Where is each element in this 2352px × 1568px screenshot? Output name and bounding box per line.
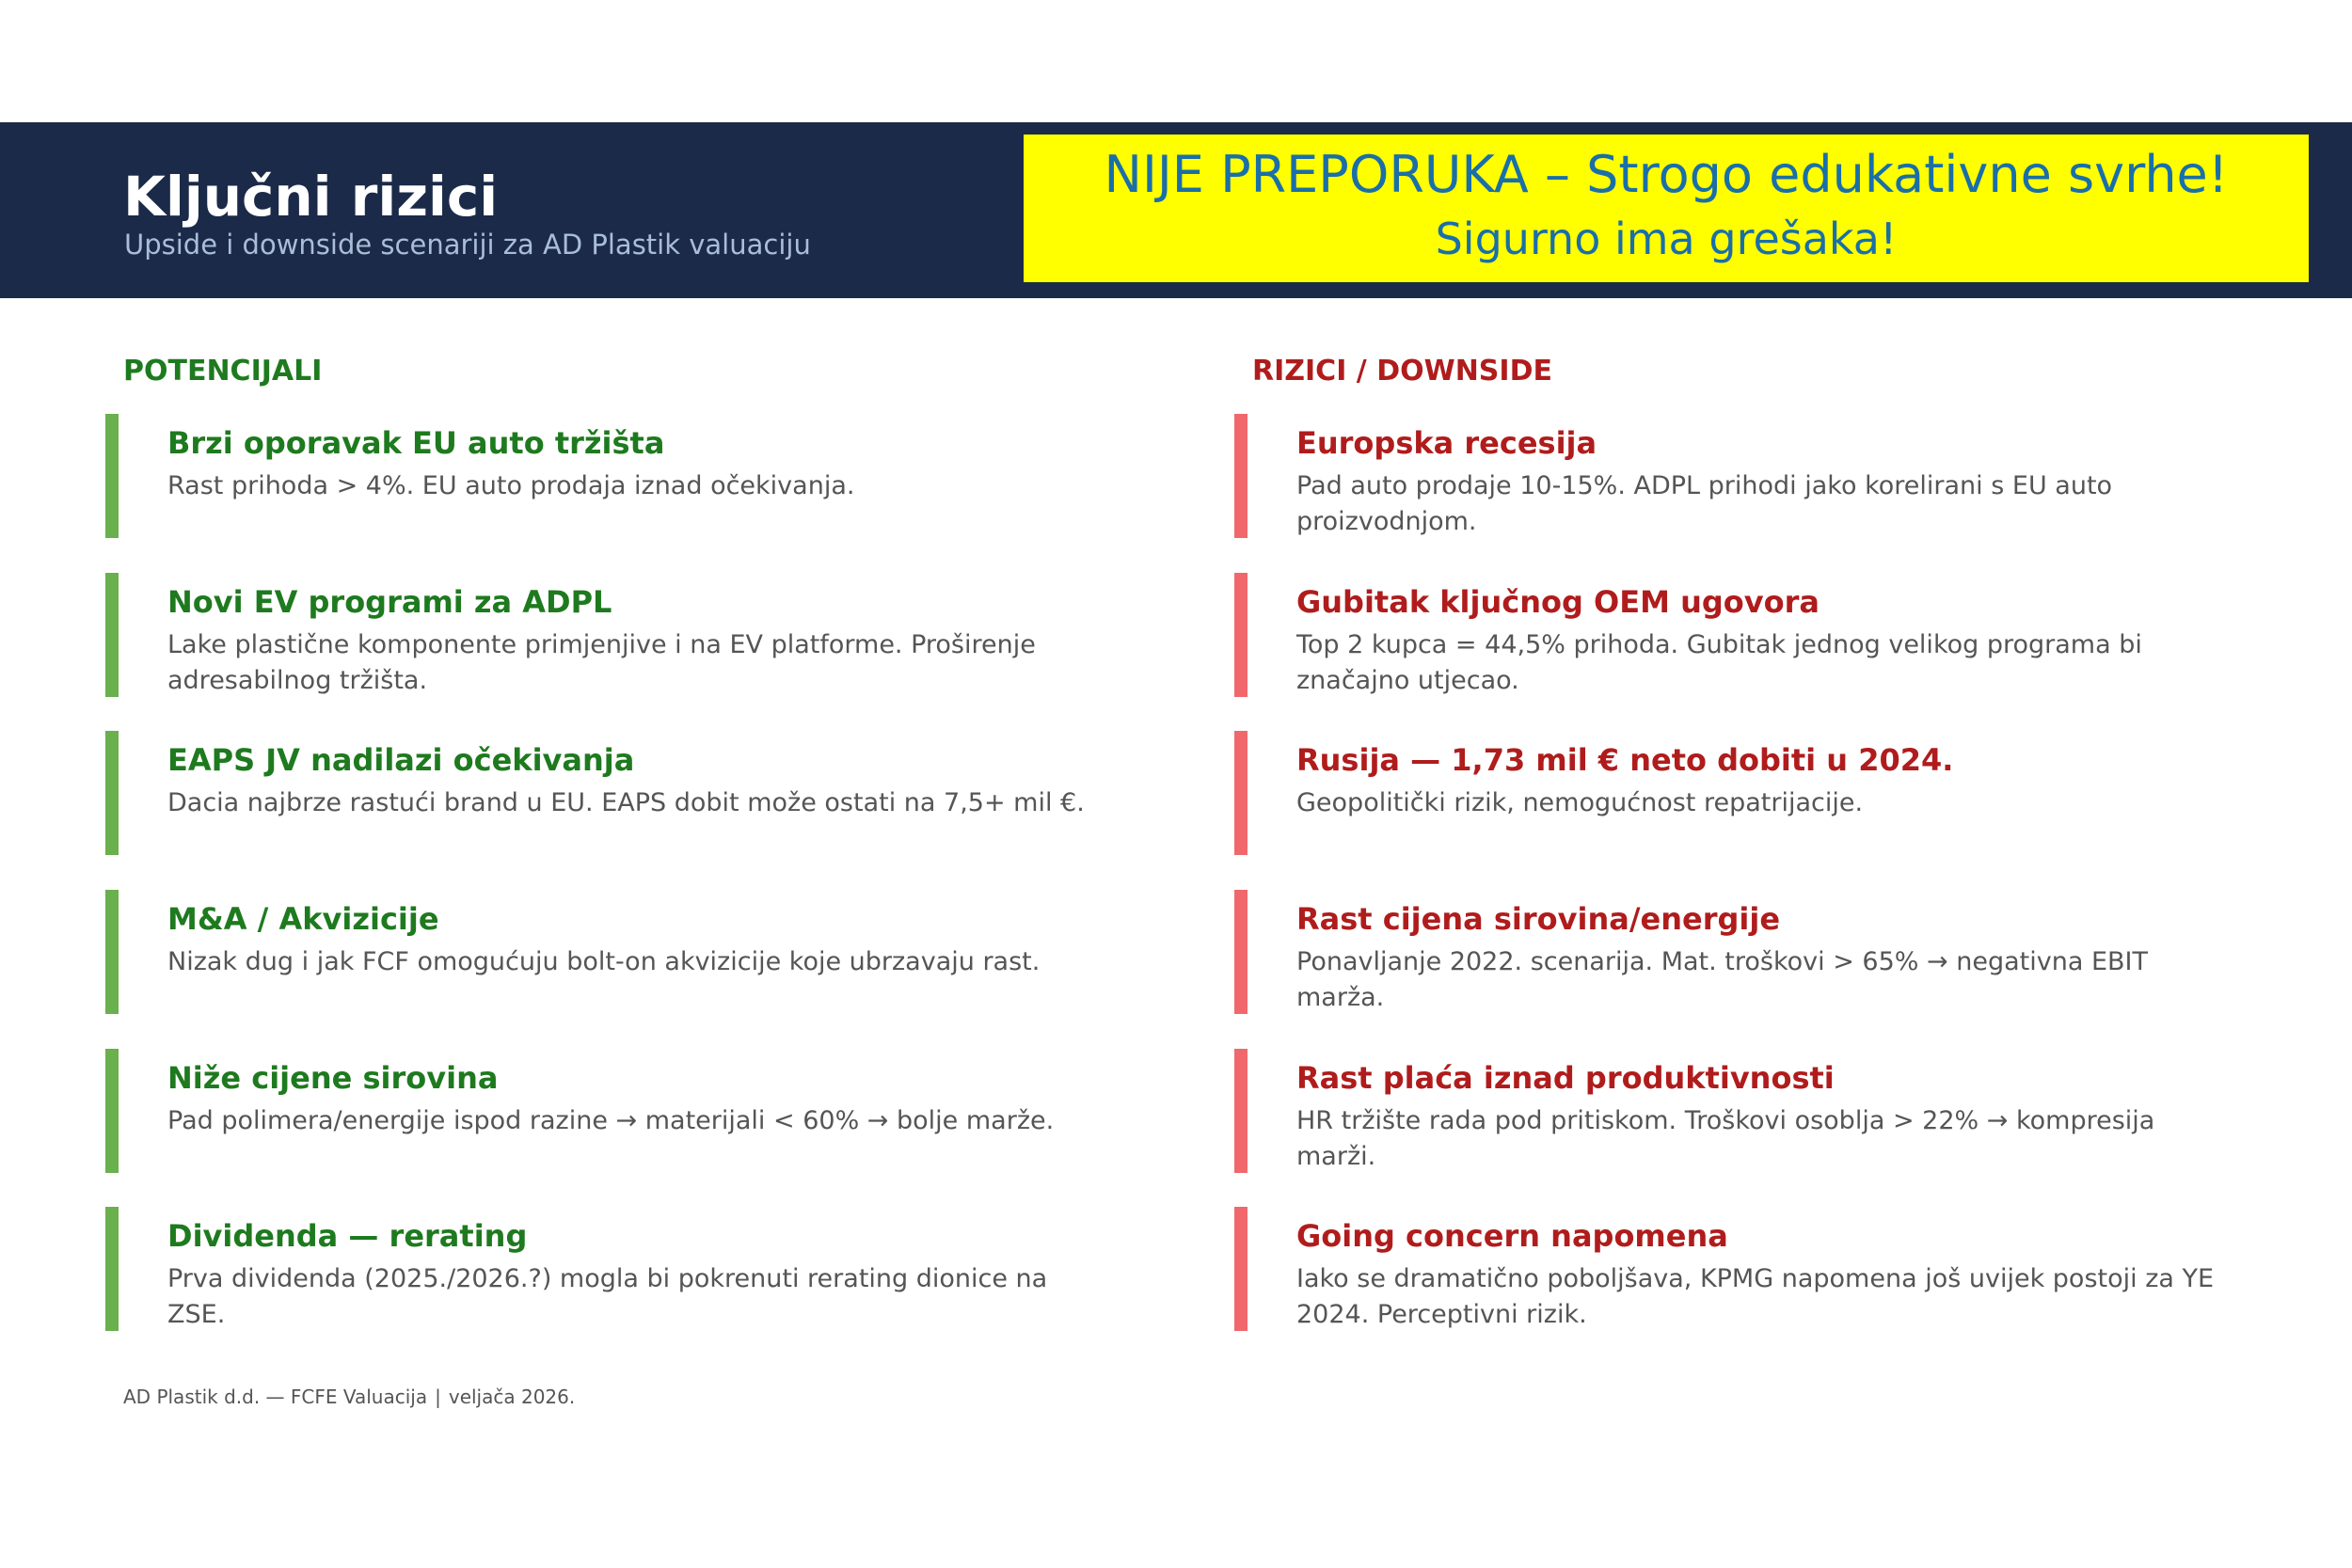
risk-desc: HR tržište rada pod pritiskom. Troškovi osoblja > 22% → kompresija marži.: [1296, 1106, 2155, 1171]
risk-title: Rast plaća iznad produktivnosti: [1296, 1060, 1835, 1096]
risk-desc: Ponavljanje 2022. scenarija. Mat. troškovi > 65% → negativna EBIT marža.: [1296, 947, 2148, 1012]
risk-desc: Iako se dramatično poboljšava, KPMG napomena još uvijek postoji za YE 2024. Perceptivni rizik.: [1296, 1264, 2215, 1329]
green-accent-bar: [105, 573, 119, 697]
footer: [123, 1387, 575, 1406]
red-accent-bar: [1234, 731, 1248, 855]
risks-heading: RIZICI / DOWNSIDE: [1252, 355, 1552, 388]
potentials-heading: POTENCIJALI: [123, 355, 323, 388]
potential-title: Niže cijene sirovina: [167, 1060, 499, 1096]
page-subtitle: Upside i downside scenariji za AD Plastik valuaciju: [124, 229, 811, 261]
red-accent-bar: [1234, 1049, 1248, 1173]
potential-desc: Dacia najbrze rastući brand u EU. EAPS dobit može ostati na 7,5+ mil €.: [167, 788, 1085, 817]
potential-desc: Prva dividenda (2025./2026.?) mogla bi pokrenuti rerating dionice na ZSE.: [167, 1264, 1048, 1329]
potential-desc: Rast prihoda > 4%. EU auto prodaja iznad očekivanja.: [167, 471, 855, 500]
risk-desc: Pad auto prodaje 10-15%. ADPL prihodi jako korelirani s EU auto proizvodnjom.: [1296, 471, 2113, 536]
risk-title: Europska recesija: [1296, 425, 1597, 461]
red-accent-bar: [1234, 1207, 1248, 1331]
potential-title: M&A / Akvizicije: [167, 901, 439, 937]
potential-desc: Lake plastične komponente primjenjive i na EV platforme. Proširenje adresabilnog tržišta.: [167, 630, 1036, 695]
potential-title: EAPS JV nadilazi očekivanja: [167, 742, 635, 778]
footer-separator: |: [435, 1386, 441, 1408]
footer-company: AD Plastik d.d. — FCFE Valuacija: [123, 1386, 428, 1408]
risk-desc: Top 2 kupca = 44,5% prihoda. Gubitak jednog velikog programa bi značajno utjecao.: [1296, 630, 2142, 695]
risk-title: Rusija — 1,73 mil € neto dobiti u 2024.: [1296, 742, 1954, 778]
green-accent-bar: [105, 1049, 119, 1173]
disclaimer-line-2: Sigurno ima grešaka!: [1435, 214, 1898, 264]
red-accent-bar: [1234, 890, 1248, 1014]
risk-title: Rast cijena sirovina/energije: [1296, 901, 1781, 937]
footer-date: veljača 2026.: [448, 1386, 576, 1408]
potential-title: Brzi oporavak EU auto tržišta: [167, 425, 665, 461]
green-accent-bar: [105, 414, 119, 538]
potential-desc: Pad polimera/energije ispod razine → materijali < 60% → bolje marže.: [167, 1106, 1055, 1135]
green-accent-bar: [105, 731, 119, 855]
potential-desc: Nizak dug i jak FCF omogućuju bolt-on akvizicije koje ubrzavaju rast.: [167, 947, 1041, 976]
page-title: Ključni rizici: [123, 165, 499, 229]
risk-title: Gubitak ključnog OEM ugovora: [1296, 584, 1820, 620]
red-accent-bar: [1234, 414, 1248, 538]
risk-desc: Geopolitički rizik, nemogućnost repatrijacije.: [1296, 788, 1864, 817]
potential-title: Dividenda — rerating: [167, 1218, 528, 1254]
green-accent-bar: [105, 1207, 119, 1331]
disclaimer-line-1: NIJE PREPORUKA – Strogo edukativne svrhe!: [1104, 145, 2229, 204]
red-accent-bar: [1234, 573, 1248, 697]
risk-title: Going concern napomena: [1296, 1218, 1728, 1254]
green-accent-bar: [105, 890, 119, 1014]
disclaimer-box: [1024, 135, 2309, 282]
potential-title: Novi EV programi za ADPL: [167, 584, 612, 620]
